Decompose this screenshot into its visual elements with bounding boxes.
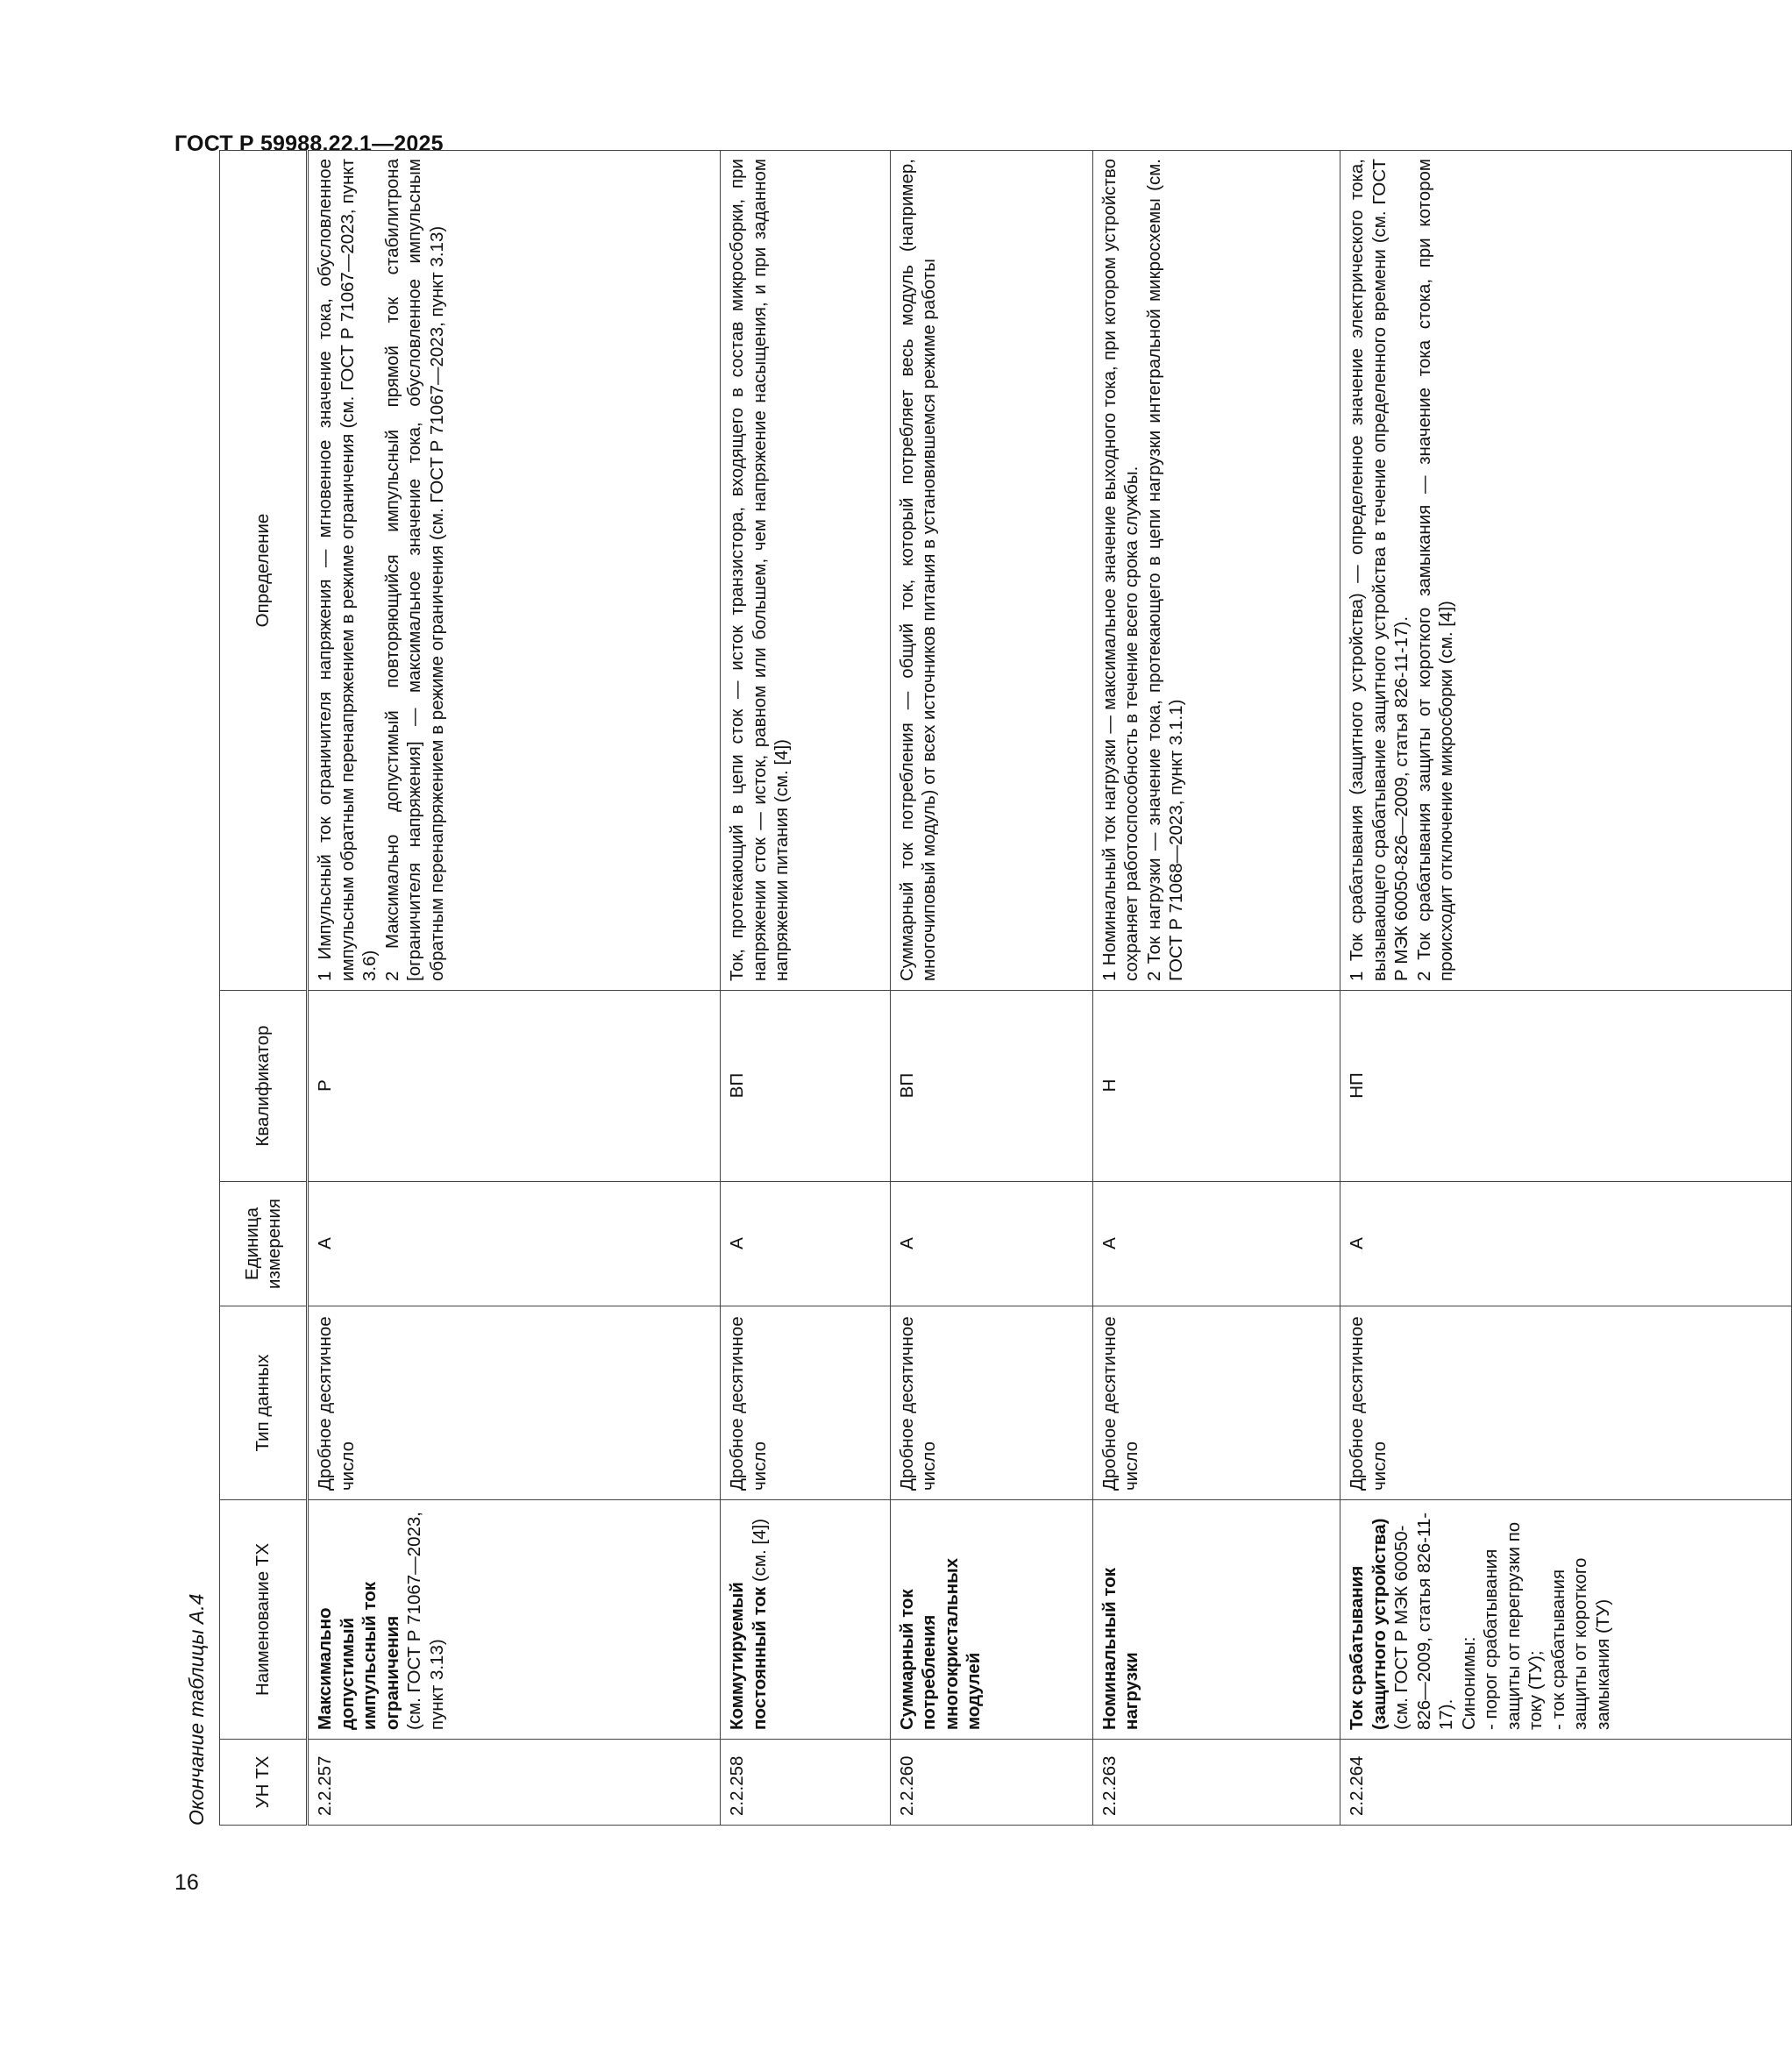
row-unit-cell: А — [721, 1182, 891, 1306]
row-unit-cell: А — [890, 1182, 1092, 1306]
row-qualifier-cell: ВП — [721, 991, 891, 1182]
row-name-reference: (см. ГОСТ Р МЭК 60050-826—2009, статья 826-11-17). — [1391, 1512, 1457, 1730]
definition-paragraph: 2 Максимально допустимый повторяющийся импульсный прямой ток стабилитрона [ограничителя напряжения] — максимальное значение тока, обусловленное импульсным обратным перенапряжением в режиме ограничения (см. ГОСТ Р 71067—2023, пункт 3.13) — [381, 159, 447, 981]
table-row — [308, 151, 721, 1826]
row-type-cell: Дробное десятичное число — [308, 1306, 721, 1500]
row-unit-cell: А — [1092, 1182, 1340, 1306]
row-name-bold: Максимально допустимый импульсный ток ограничения — [315, 1581, 402, 1730]
row-name-reference: (см. ГОСТ Р 71067—2023, пункт 3.13) — [404, 1512, 447, 1730]
row-qualifier-cell: ВП — [890, 991, 1092, 1182]
definition-paragraph: 1 Импульсный ток ограничителя напряжения — мгновенное значение тока, обусловленное импульсным обратным перенапряжением в режиме ограничения (см. ГОСТ Р 71067—2023, пункт 3.6) — [315, 159, 380, 981]
row-qualifier-cell: Р — [308, 991, 721, 1182]
row-name-synonym: - ток срабатывания защиты от короткого замыкания (ТУ) — [1547, 1557, 1613, 1730]
row-name-cell — [1340, 1500, 1792, 1740]
definitions-table — [219, 150, 1792, 1826]
row-type-cell: Дробное десятичное число — [890, 1306, 1092, 1500]
table-row — [721, 151, 891, 1826]
row-qualifier-cell: Н — [1092, 991, 1340, 1182]
row-name-bold: Номинальный ток нагрузки — [1099, 1568, 1142, 1730]
row-type-cell: Дробное десятичное число — [721, 1306, 891, 1500]
row-definition-cell — [1340, 151, 1792, 991]
row-name-cell — [890, 1500, 1092, 1740]
col-header-type: Тип данных — [220, 1306, 308, 1500]
row-id-cell: 2.2.257 — [308, 1740, 721, 1826]
row-type-cell: Дробное десятичное число — [1092, 1306, 1340, 1500]
col-header-qualifier: Квалификатор — [220, 991, 308, 1182]
col-header-name: Наименование ТХ — [220, 1500, 308, 1740]
col-header-id: УН ТХ — [220, 1740, 308, 1826]
row-name-reference: (см. [4]) — [749, 1518, 770, 1587]
row-id-cell: 2.2.258 — [721, 1740, 891, 1826]
definition-paragraph: 1 Номинальный ток нагрузки — максимальное значение выходного тока, при котором устройство сохраняет работоспособность в течение всего срока службы. — [1099, 159, 1142, 981]
table-caption: Окончание таблицы А.4 — [185, 1593, 208, 1826]
row-name-synonym: - порог срабатывания защиты от перегрузки по току (ТУ); — [1481, 1521, 1547, 1730]
row-name-bold: Коммутируемый постоянный ток — [727, 1582, 770, 1730]
row-definition-cell — [1092, 151, 1340, 991]
row-definition-cell — [721, 151, 891, 991]
row-name-bold: Суммарный ток потребления многокристальных модулей — [896, 1557, 985, 1730]
row-name-bold: Ток срабатывания (защитного устройства) — [1347, 1518, 1390, 1730]
definition-paragraph: Суммарный ток потребления — общий ток, который потребляет весь модуль (например, многочиповый модуль) от всех источников питания в установившемся режиме работы — [896, 159, 940, 981]
table-body — [308, 151, 1792, 1826]
row-unit-cell: А — [308, 1182, 721, 1306]
document-header: ГОСТ Р 59988.22.1—2025 — [174, 132, 444, 156]
row-qualifier-cell: НП — [1340, 991, 1792, 1182]
table-row — [1340, 151, 1792, 1826]
row-definition-cell — [890, 151, 1092, 991]
col-header-unit: Единица измерения — [220, 1182, 308, 1306]
col-header-definition: Определение — [220, 151, 308, 991]
row-name-cell — [1092, 1500, 1340, 1740]
row-unit-cell: А — [1340, 1182, 1792, 1306]
definition-paragraph: Ток, протекающий в цепи сток — исток транзистора, входящего в состав микросборки, при напряжении сток — исток, равном или большем, чем напряжение насыщения, и при заданном напряжении питания (см. [4]) — [727, 159, 793, 981]
row-name-cell — [721, 1500, 891, 1740]
row-type-cell: Дробное десятичное число — [1340, 1306, 1792, 1500]
row-id-cell: 2.2.260 — [890, 1740, 1092, 1826]
definition-paragraph: 2 Ток срабатывания защиты от короткого замыкания — значение тока стока, при котором происходит отключение микросборки (см. [4]) — [1413, 159, 1457, 981]
definition-paragraph: 2 Ток нагрузки — значение тока, протекающего в цепи нагрузки интегральной микросхемы (см. ГОСТ Р 71068—2023, пункт 3.1.1) — [1143, 159, 1187, 981]
header-row — [220, 151, 308, 1826]
rotated-table-region — [174, 151, 1792, 1826]
row-name-synonym: Синонимы: — [1458, 1636, 1479, 1730]
row-name-cell — [308, 1500, 721, 1740]
table-row — [1092, 151, 1340, 1826]
definition-paragraph: 1 Ток срабатывания (защитного устройства) — определенное значение электрического тока, вызывающего срабатывание защитного устройства в течение определенного времени (см. ГОСТ Р МЭК 60050-826—2009, статья 826-11-17). — [1347, 159, 1412, 981]
table-row — [890, 151, 1092, 1826]
page-number: 16 — [174, 1870, 199, 1895]
row-id-cell: 2.2.263 — [1092, 1740, 1340, 1826]
row-id-cell: 2.2.264 — [1340, 1740, 1792, 1826]
row-definition-cell — [308, 151, 721, 991]
